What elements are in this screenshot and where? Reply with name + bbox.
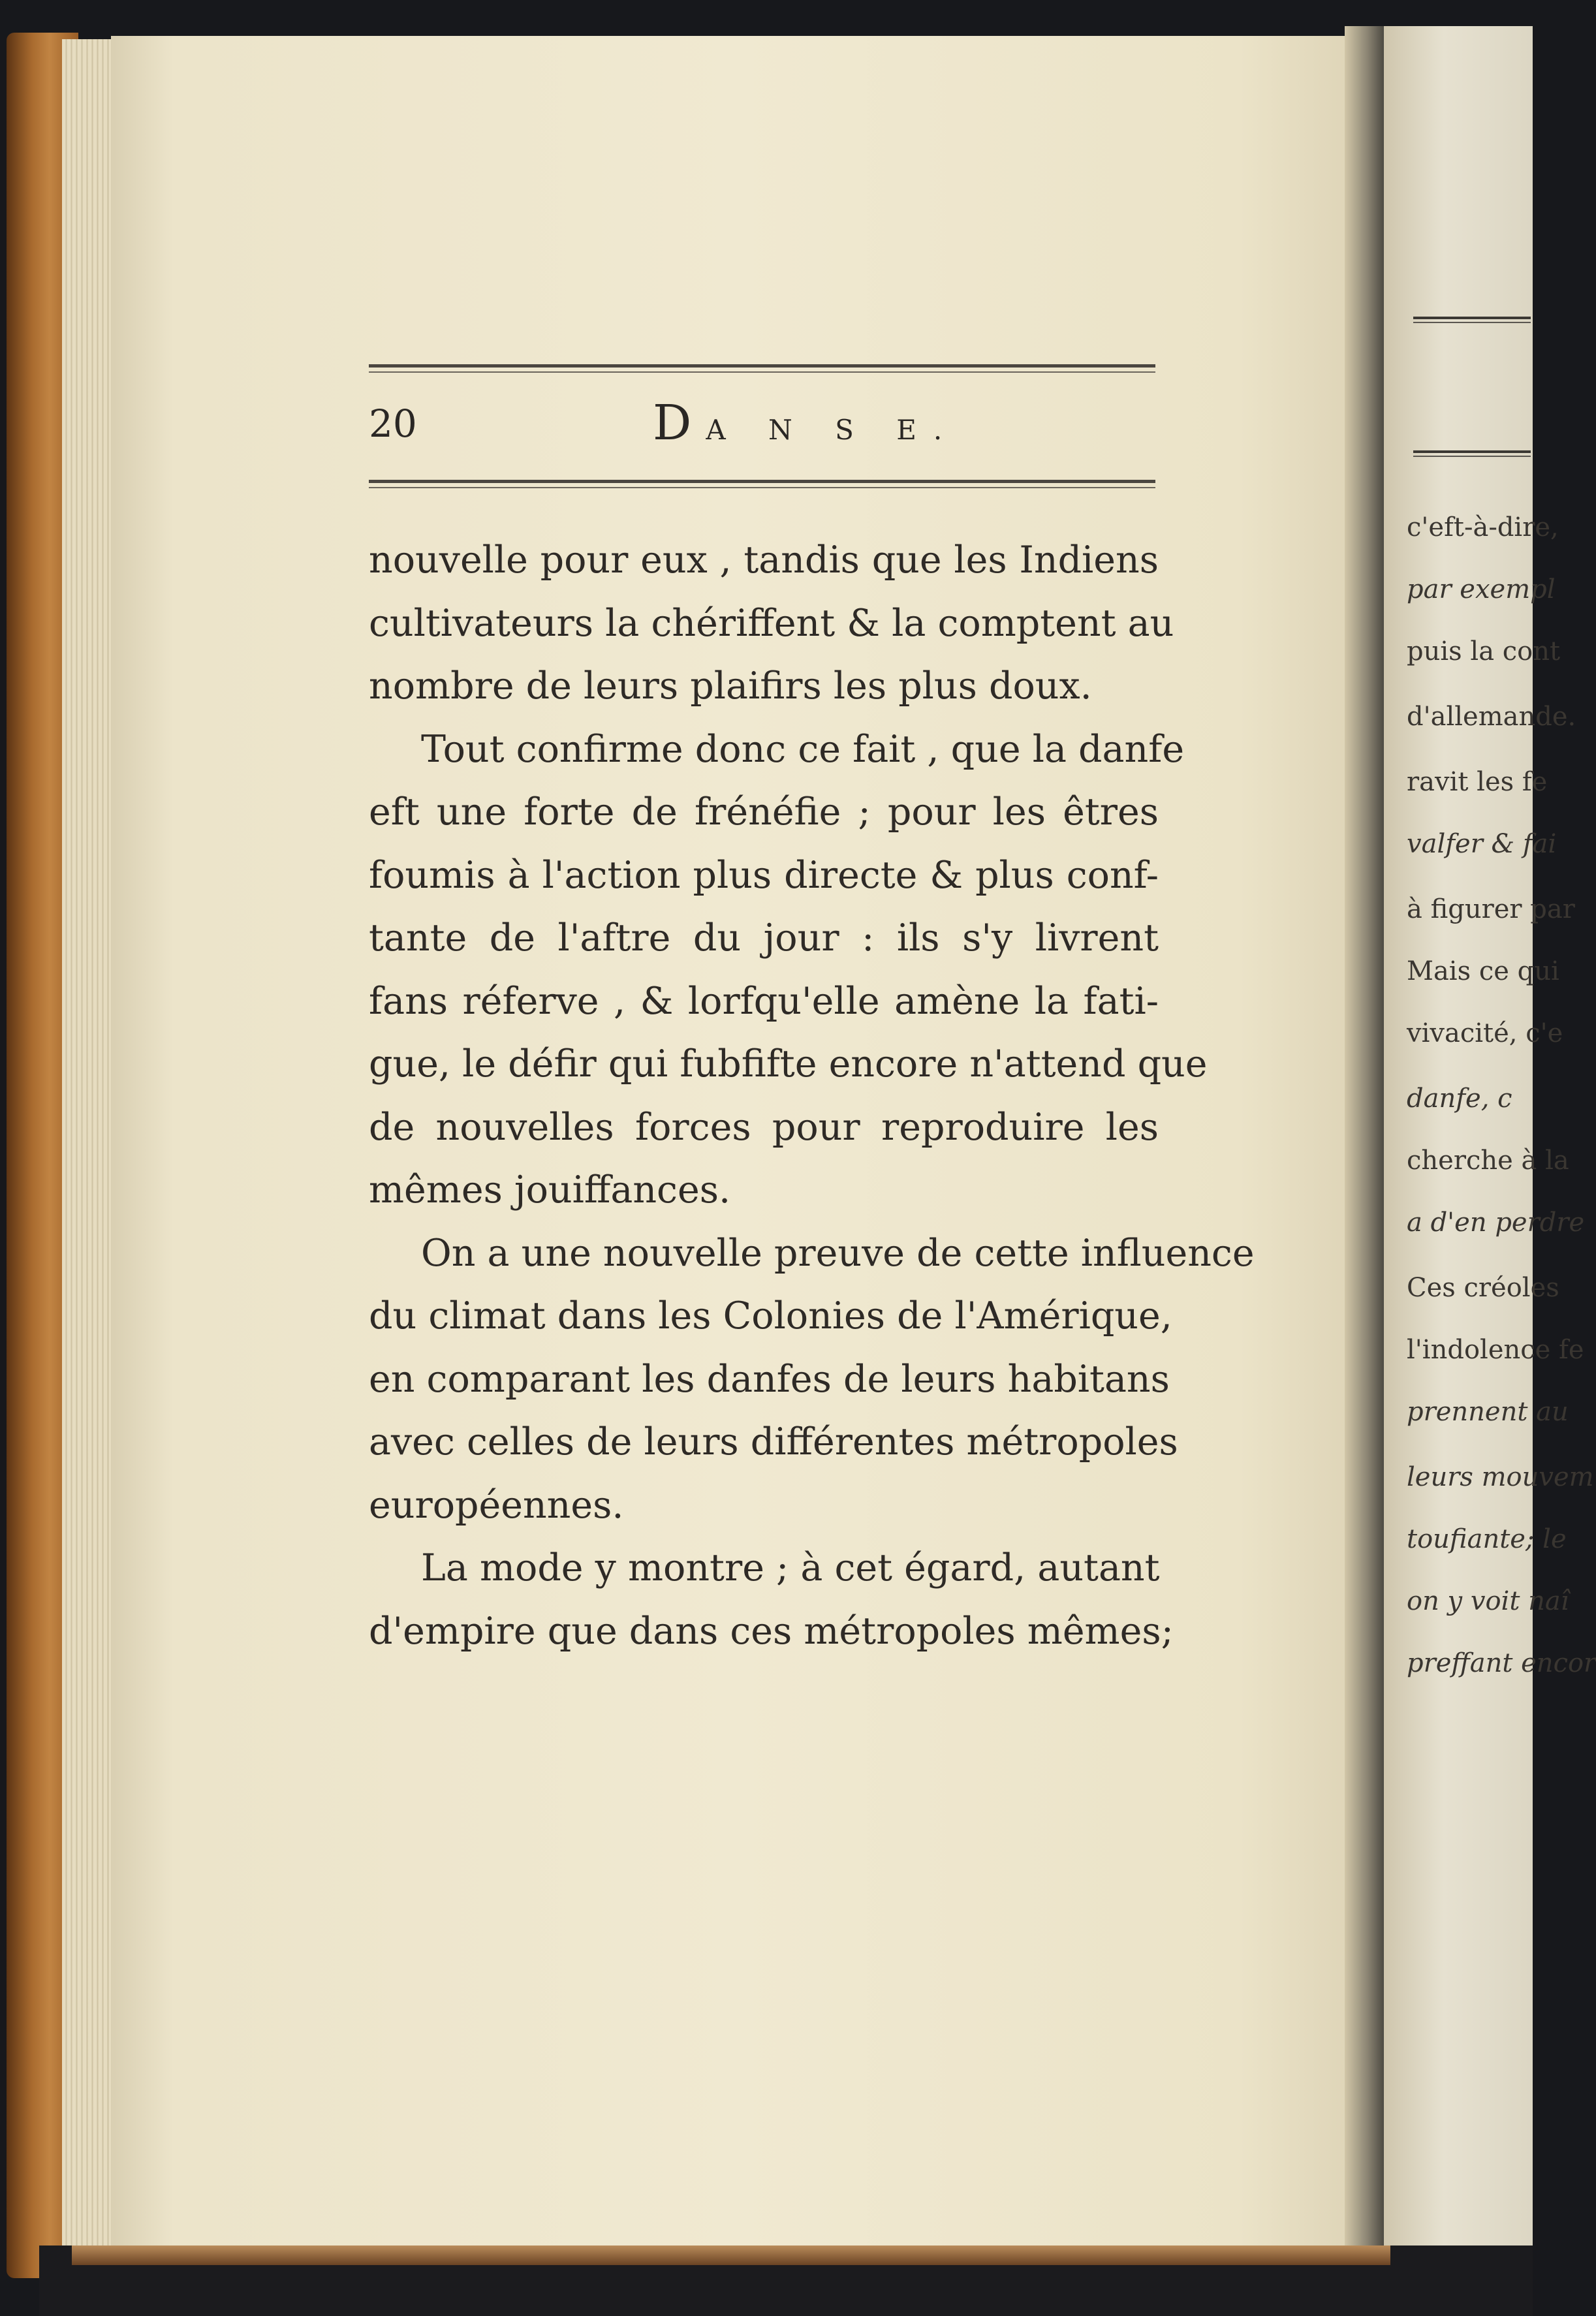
text-line: nombre de leurs plaifirs les plus doux. bbox=[369, 665, 1092, 708]
header-rule-bottom bbox=[369, 480, 1155, 488]
text-line: On a une nouvelle preuve de cette influence bbox=[421, 1231, 1255, 1275]
facing-page-fragment: valfer & fai bbox=[1407, 829, 1557, 859]
facing-page-fragment: leurs mouvem bbox=[1407, 1462, 1594, 1492]
book-bottom-edge bbox=[72, 2246, 1390, 2265]
text-line: eft une forte de frénéfie ; pour les êtres bbox=[369, 790, 1159, 834]
facing-page-fragment: par exempl bbox=[1407, 574, 1556, 604]
facing-page-fragment: a d'en perdre bbox=[1407, 1208, 1585, 1238]
facing-page-fragment: preffant encor bbox=[1407, 1648, 1596, 1678]
text-line: avec celles de leurs différentes métropoles bbox=[369, 1420, 1178, 1463]
body-text bbox=[369, 529, 1255, 1663]
text-line: gue, le défir qui fubfifte encore n'attend que bbox=[369, 1042, 1208, 1086]
facing-page-fragment: d'allemande. bbox=[1407, 702, 1576, 732]
text-line: foumis à l'action plus directe & plus conf- bbox=[369, 853, 1159, 897]
facing-page-fragment: prennent au bbox=[1407, 1397, 1569, 1427]
facing-page-fragment: toufiante; le bbox=[1407, 1524, 1567, 1554]
facing-page-fragment: Ces créoles bbox=[1407, 1273, 1559, 1303]
facing-page-fragment: à figurer par bbox=[1407, 894, 1575, 924]
text-line: mêmes jouiffances. bbox=[369, 1168, 731, 1212]
facing-page-rule bbox=[1413, 450, 1531, 457]
text-line: d'empire que dans ces métropoles mêmes; bbox=[369, 1609, 1174, 1653]
facing-page-fragment: puis la cont bbox=[1407, 636, 1561, 666]
text-line: cultivateurs la chériffent & la comptent au bbox=[369, 601, 1174, 645]
text-line: fans réferve , & lorfqu'elle amène la fati- bbox=[369, 979, 1159, 1023]
running-head bbox=[653, 395, 959, 451]
text-line: tante de l'aftre du jour : ils s'y livrent bbox=[369, 916, 1159, 960]
facing-page-fragment: vivacité, c'e bbox=[1407, 1018, 1563, 1048]
facing-page-fragment: ravit les fe bbox=[1407, 767, 1548, 797]
running-head-rest: A N S E. bbox=[706, 414, 960, 446]
text-line: européennes. bbox=[369, 1483, 624, 1527]
text-line: du climat dans les Colonies de l'Amérique, bbox=[369, 1294, 1172, 1338]
text-line: Tout confirme donc ce fait , que la danfe bbox=[421, 727, 1185, 771]
page-number: 20 bbox=[369, 401, 417, 446]
facing-page-rule bbox=[1413, 317, 1531, 323]
facing-page-fragment: l'indolence fe bbox=[1407, 1335, 1584, 1365]
facing-page-fragment: c'eft-à-dire, bbox=[1407, 512, 1559, 542]
facing-page-fragment: on y voit naî bbox=[1407, 1586, 1569, 1616]
text-line: en comparant les danfes de leurs habitans bbox=[369, 1357, 1170, 1401]
text-line: nouvelle pour eux , tandis que les Indiens bbox=[369, 539, 1159, 582]
facing-page-fragment: cherche à la bbox=[1407, 1146, 1569, 1176]
facing-page-fragment: Mais ce qui bbox=[1407, 956, 1559, 986]
facing-page-fragment: danfe, c bbox=[1407, 1084, 1512, 1114]
running-head-initial: D bbox=[653, 395, 706, 451]
text-line: La mode y montre ; à cet égard, autant bbox=[421, 1546, 1160, 1589]
header-rule-top bbox=[369, 364, 1155, 373]
text-line: de nouvelles forces pour reproduire les bbox=[369, 1105, 1159, 1149]
